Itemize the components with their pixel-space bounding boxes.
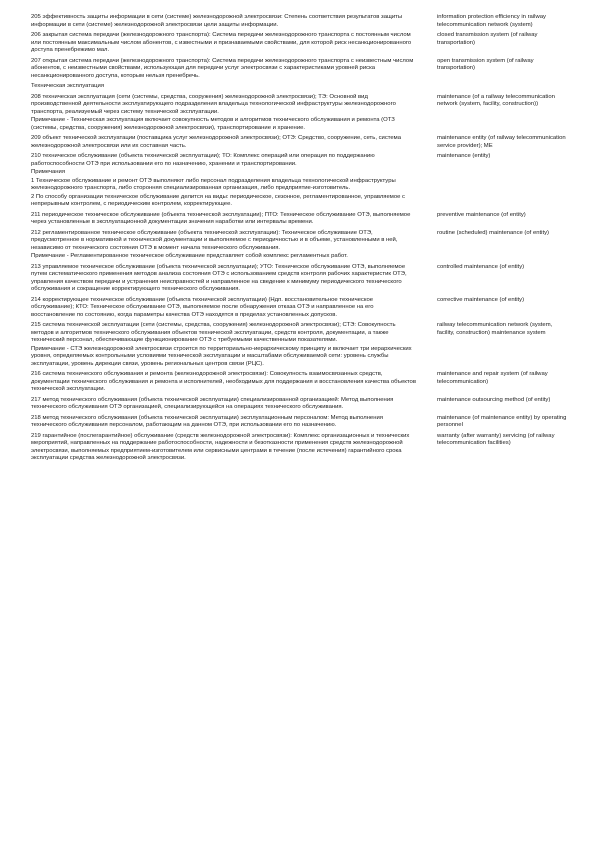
glossary-page — [31, 14, 569, 466]
definition-text: 214 корректирующее техническое обслуживание (объекта технической эксплуатации) (Ндп. восстановительное техническое обслуживание); КТО: Техническое обслуживание ОТЭ, выполняемое после обнаружения отказа ОТЭ и направленное на его восстановление по состоянию, когда параметры качества ОТЭ находятся в пределах установленных допусков. — [31, 296, 374, 318]
term-entry-213 — [31, 264, 569, 294]
definition-text: 215 система технической эксплуатации (сети (системы, средства, сооружения) железнодорожной электросвязи); СТЭ: Совокупность методов и алгоритмов технического обслуживания объектов технической эксплуатации, средств контроля, документации, а также технический персонал, обеспечивающие функционирование ОТЭ с требуемыми качественными показателями. — [31, 322, 396, 343]
term-entry-217 — [31, 397, 569, 412]
term-definition-ru — [31, 264, 417, 294]
term-english: information protection efficiency in railway telecommunication network (system) — [437, 14, 546, 28]
note-text: 2 По способу организации техническое обслуживание делится на виды: периодическое, сезонное, регламентированное, управляемое с непрерывным контролем, с периодическим контролем, корректирующее. — [31, 193, 405, 207]
term-definition-ru — [31, 371, 417, 394]
term-entry-218 — [31, 415, 569, 430]
term-definition-ru — [31, 297, 417, 320]
definition-text: 219 гарантийное (послегарантийное) обслуживание (средств железнодорожной электросвязи): Комплекс организационных и технических мероприятий, направленных на поддержание работоспособности, надежности и безотказности применения средств железнодорожной электросвязи, выполняемых предприятием-изготовителем или сервисными центрами в течение (после истечения) гарантийного срока эксплуатации средства железнодорожной электросвязи. — [31, 432, 410, 461]
definition-text: 213 управляемое техническое обслуживание (объекта технической эксплуатации); УТО: Техническое обслуживание ОТЭ, выполняемое путем систематического применения методов анализа состояния ОТЭ с использованием средств контроля рабочих характеристик ОТЭ, управления качеством передачи и устранения неисправностей и направленное на сведение к минимуму периодического технического обслуживания и сокращение корректирующего технического обслуживания. — [31, 263, 407, 292]
definition-text: 209 объект технической эксплуатации (поставщика услуг железнодорожной электросвязи); ОТЭ: Средство, сооружение, сеть, система железнодорожной электросвязи или их составная часть. — [31, 135, 402, 149]
term-entry-207 — [31, 58, 569, 81]
definition-text: 216 система технического обслуживания и ремонта (железнодорожной электросвязи): Совокупность взаимосвязанных средств, документации технического обслуживания и ремонта и исполнителей, необходимых для поддержания и восстановления качества объектов технической эксплуатации. — [31, 371, 416, 392]
term-english: open transmission system (of railway transportation) — [437, 57, 534, 71]
term-definition-ru — [31, 58, 417, 81]
term-english: closed transmission system (of railway transportation) — [437, 32, 538, 46]
definition-text: 207 открытая система передачи (железнодорожного транспорта): Система передачи железнодорожного транспорта с неизвестным числом абонентов, с неизвестными свойствами, использующая для передачи услуг электросвязи с характеристиками уровней риска несанкционированного доступа, которым нельзя пренебречь. — [31, 57, 414, 79]
definition-text: 217 метод технического обслуживания (объекта технической эксплуатации) специализированной организацией: Метод выполнения технического обслуживания ОТЭ организацией, специализирующейся на операциях технического обслуживания. — [31, 396, 394, 410]
term-english: maintenance outsourcing method (of entity) — [437, 396, 551, 403]
definition-text: 212 регламентированное техническое обслуживание (объекта технической эксплуатации): Техническое обслуживание ОТЭ, предусмотренное в нормативной и технической документации и выполняемое с периодичностью и в объеме, установленными в ней, независимо от технического состояния ОТЭ в момент начала технического обслуживания. — [31, 229, 398, 251]
term-english: routine (scheduled) maintenance (of entity) — [437, 229, 549, 236]
term-english: maintenance (entity) — [437, 153, 491, 159]
note-text: Примечание - Регламентированное техническое обслуживание представляет собой комплекс регламентных работ. — [31, 253, 348, 259]
term-definition-ru — [31, 14, 417, 29]
term-entry-212 — [31, 230, 569, 261]
term-definition-ru — [31, 322, 417, 368]
term-definition-ru — [31, 415, 417, 430]
term-english: maintenance entity (of railway telecommunication service provider); ME — [437, 135, 566, 149]
term-entry-205 — [31, 14, 569, 29]
note-text: Примечание - СТЭ железнодорожной электросвязи строится по территориально-иерархическому принципу и включает три иерархических уровня, определяемых контрольными условиями технической эксплуатации и масштабами обслуживаемой сети: уровень службы эксплуатации, уровень дирекции связи, уровень региональных центров связи (РЦС). — [31, 345, 412, 367]
term-definition-ru — [31, 153, 417, 209]
definition-text: 218 метод технического обслуживания (объекта технической эксплуатации) эксплуатационным персоналом: Метод выполнения технического обслуживания персоналом, работающим на данном ОТЭ, при использовании его по назначению. — [31, 414, 383, 428]
definition-text: 206 закрытая система передачи (железнодорожного транспорта): Система передачи железнодорожного транспорта с постоянным числом или постоянным максимальным числом абонентов, с известными и признаваемыми свойствами, для которой риск несанкционированного доступа пренебрежимо мал. — [31, 32, 412, 53]
term-entry-219 — [31, 433, 569, 463]
term-english: corrective maintenance (of entity) — [437, 296, 525, 303]
term-definition-ru — [31, 212, 417, 227]
term-english: preventive maintenance (of entity) — [437, 211, 526, 218]
notes-heading: Примечания — [31, 169, 66, 175]
term-definition-ru — [31, 230, 417, 261]
term-definition-ru — [31, 397, 417, 412]
term-entry-210 — [31, 153, 569, 209]
term-english: controlled maintenance (of entity) — [437, 263, 525, 270]
term-entry-215 — [31, 322, 569, 368]
term-english: warranty (after warranty) servicing (of railway telecommunication facilities) — [437, 432, 555, 446]
term-entry-208 — [31, 94, 569, 133]
term-entry-214 — [31, 297, 569, 320]
definition-text: 208 техническая эксплуатация (сети (системы, средства, сооружения) железнодорожной электросвязи); ТЭ: Основной вид производственной деятельности эксплуатирующего подразделения владельца технологической инфраструктуры железнодорожного транспорта, реализуемый через систему технической эксплуатации. — [31, 93, 396, 115]
note-text: Примечание - Техническая эксплуатация включает совокупность методов и алгоритмов технического обслуживания и ремонта (ОТЗ (системы, средства, сооружения) железнодорожной электросвязи), транспортирование и хранение. — [31, 117, 395, 131]
section-heading: Техническая эксплуатация — [31, 83, 105, 89]
term-entry-211 — [31, 212, 569, 227]
definition-text: 211 периодическое техническое обслуживание (объекта технической эксплуатации); ПТО: Техническое обслуживание ОТЭ, выполняемое через установленные в эксплуатационной документации значения наработки или интервалы времени. — [31, 211, 411, 225]
definition-text: 210 техническое обслуживание (объекта технической эксплуатации); ТО: Комплекс операций или операция по поддержанию работоспособности ОТЭ при использовании его по назначению, хранении и транспортировании. — [31, 153, 375, 167]
term-english: railway telecommunication network (system, facility, construction) maintenance system — [437, 322, 553, 336]
term-entry-216 — [31, 371, 569, 394]
note-text: 1 Техническое обслуживание и ремонт ОТЭ выполняют либо персонал подразделения владельца технологической инфраструктуры железнодорожного транспорта, либо сторонняя специализированная организация, либо предприятие-изготовитель. — [31, 177, 396, 191]
term-entry-209 — [31, 135, 569, 150]
term-definition-ru — [31, 32, 417, 55]
term-english: maintenance (of maintenance entity) by operating personnel — [437, 414, 567, 428]
term-english: maintenance (of a railway telecommunication network (system, facility, construction)) — [437, 93, 555, 107]
term-definition-ru — [31, 433, 417, 463]
term-definition-ru — [31, 135, 417, 150]
term-english: maintenance and repair system (of railway telecommunication) — [437, 371, 548, 385]
term-definition-ru — [31, 94, 417, 133]
term-entry-206 — [31, 32, 569, 55]
definition-text: 205 эффективность защиты информации в сети (системе) железнодорожной электросвязи: Степень соответствия результатов защиты информации в сети (системе) железнодорожной электросвязи цели защиты информации. — [31, 14, 403, 28]
